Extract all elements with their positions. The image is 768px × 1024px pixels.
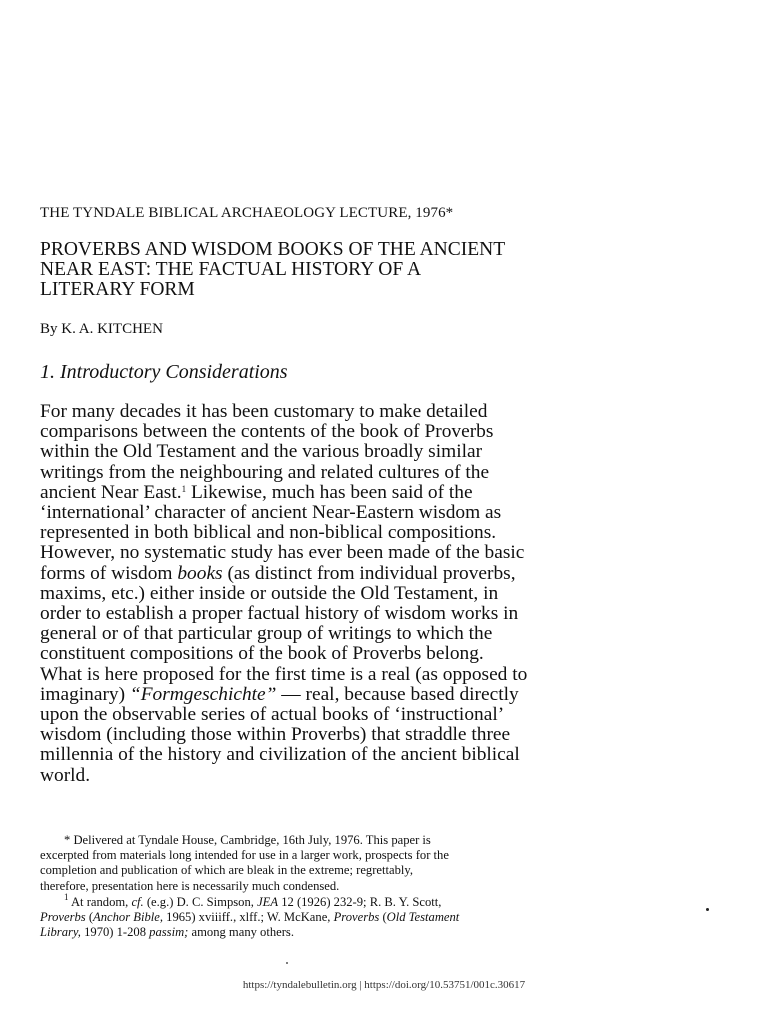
footnote-italic: passim; <box>149 925 189 940</box>
section-heading: 1. Introductory Considerations <box>40 361 288 383</box>
author-byline: By K. A. KITCHEN <box>40 321 163 337</box>
title-line: PROVERBS AND WISDOM BOOKS OF THE ANCIENT <box>40 239 506 260</box>
emphasis-text: “Formgeschichte” <box>129 683 277 705</box>
footnote-italic: cf. <box>131 894 144 909</box>
body-line: wisdom (including those within Proverbs) that straddle three <box>40 724 511 746</box>
footnote-text: ( <box>379 910 387 925</box>
footnote-text: (e.g.) D. C. Simpson, <box>143 894 258 909</box>
body-line: within the Old Testament and the various broadly similar <box>40 441 483 463</box>
footnote-text: among many others. <box>188 925 294 940</box>
body-line: upon the observable series of actual books of ‘instructional’ <box>40 704 505 726</box>
footnote-line: * Delivered at Tyndale House, Cambridge, 16th July, 1976. This paper is <box>64 833 431 847</box>
footnote-line: completion and publication of which are bleak in the extreme; regrettably, <box>40 863 414 878</box>
footnote-text: 1965) xviiiff., xlff.; W. McKane, <box>163 910 334 925</box>
body-line: For many decades it has been customary to make detailed <box>40 401 488 422</box>
body-line: order to establish a proper factual history of wisdom works in <box>40 603 519 625</box>
footnote-line <box>40 891 680 910</box>
body-text: — real, because based directly <box>276 683 519 705</box>
scan-speck <box>286 962 288 964</box>
body-line: represented in both biblical and non-biblical compositions. <box>40 522 497 544</box>
footnote-italic: Anchor Bible, <box>93 910 163 925</box>
body-line: writings from the neighbouring and related cultures of the <box>40 461 490 483</box>
footnote-text: 12 (1926) 232-9; R. B. Y. Scott, <box>278 894 442 909</box>
footnote-line <box>40 925 680 940</box>
body-text: ancient Near East. <box>40 481 182 503</box>
body-line: general or of that particular group of writings to which the <box>40 623 493 645</box>
body-text: forms of wisdom <box>40 562 178 584</box>
footnote-1 <box>40 891 680 941</box>
body-line <box>40 564 740 584</box>
article-title <box>40 240 740 300</box>
emphasis-text: books <box>177 562 223 584</box>
body-text: imaginary) <box>40 683 130 705</box>
footnote-line: therefore, presentation here is necessarily much condensed. <box>40 878 340 893</box>
footer-links: https://tyndalebulletin.org | https://doi.org/10.53751/001c.30617 <box>242 979 526 991</box>
body-line: world. <box>40 764 91 786</box>
footnote-italic: Library, <box>40 925 81 940</box>
lecture-heading: THE TYNDALE BIBLICAL ARCHAEOLOGY LECTURE, 1976* <box>40 205 454 221</box>
body-line: millennia of the history and civilization of the ancient biblical <box>40 744 520 766</box>
footnote-reference: 1 <box>181 483 187 494</box>
footnote-text: At random, <box>68 894 132 909</box>
body-text: (as distinct from individual proverbs, <box>222 562 516 584</box>
scan-speck <box>706 908 709 911</box>
footnote-line <box>40 910 680 925</box>
body-line <box>40 483 740 503</box>
body-line: maxims, etc.) either inside or outside the Old Testament, in <box>40 582 499 604</box>
footnote-italic: Old Testament <box>386 910 460 925</box>
footnote-text: 1970) 1-208 <box>80 925 150 940</box>
footnotes <box>40 833 680 940</box>
body-line: What is here proposed for the first time is a real (as opposed to <box>40 663 528 685</box>
body-line <box>40 685 740 705</box>
body-line: constituent compositions of the book of Proverbs belong. <box>40 643 484 665</box>
body-text: Likewise, much has been said of the <box>186 481 473 503</box>
title-line: LITERARY FORM <box>40 279 195 300</box>
footnote-italic: Proverbs <box>40 910 86 925</box>
footnote-line: excerpted from materials long intended for use in a larger work, prospects for the <box>40 848 449 863</box>
title-line: NEAR EAST: THE FACTUAL HISTORY OF A <box>40 259 422 280</box>
body-line: comparisons between the contents of the book of Proverbs <box>40 421 494 443</box>
footnote-star <box>40 833 680 894</box>
footnote-mark: 1 <box>64 891 69 902</box>
body-line: However, no systematic study has ever been made of the basic <box>40 542 525 564</box>
body-line: ‘international’ character of ancient Near-Eastern wisdom as <box>40 502 502 524</box>
footnote-italic: Proverbs <box>333 910 380 925</box>
footnote-text: ( <box>85 910 94 925</box>
body-paragraph <box>40 402 740 786</box>
footnote-italic: JEA <box>257 894 279 909</box>
